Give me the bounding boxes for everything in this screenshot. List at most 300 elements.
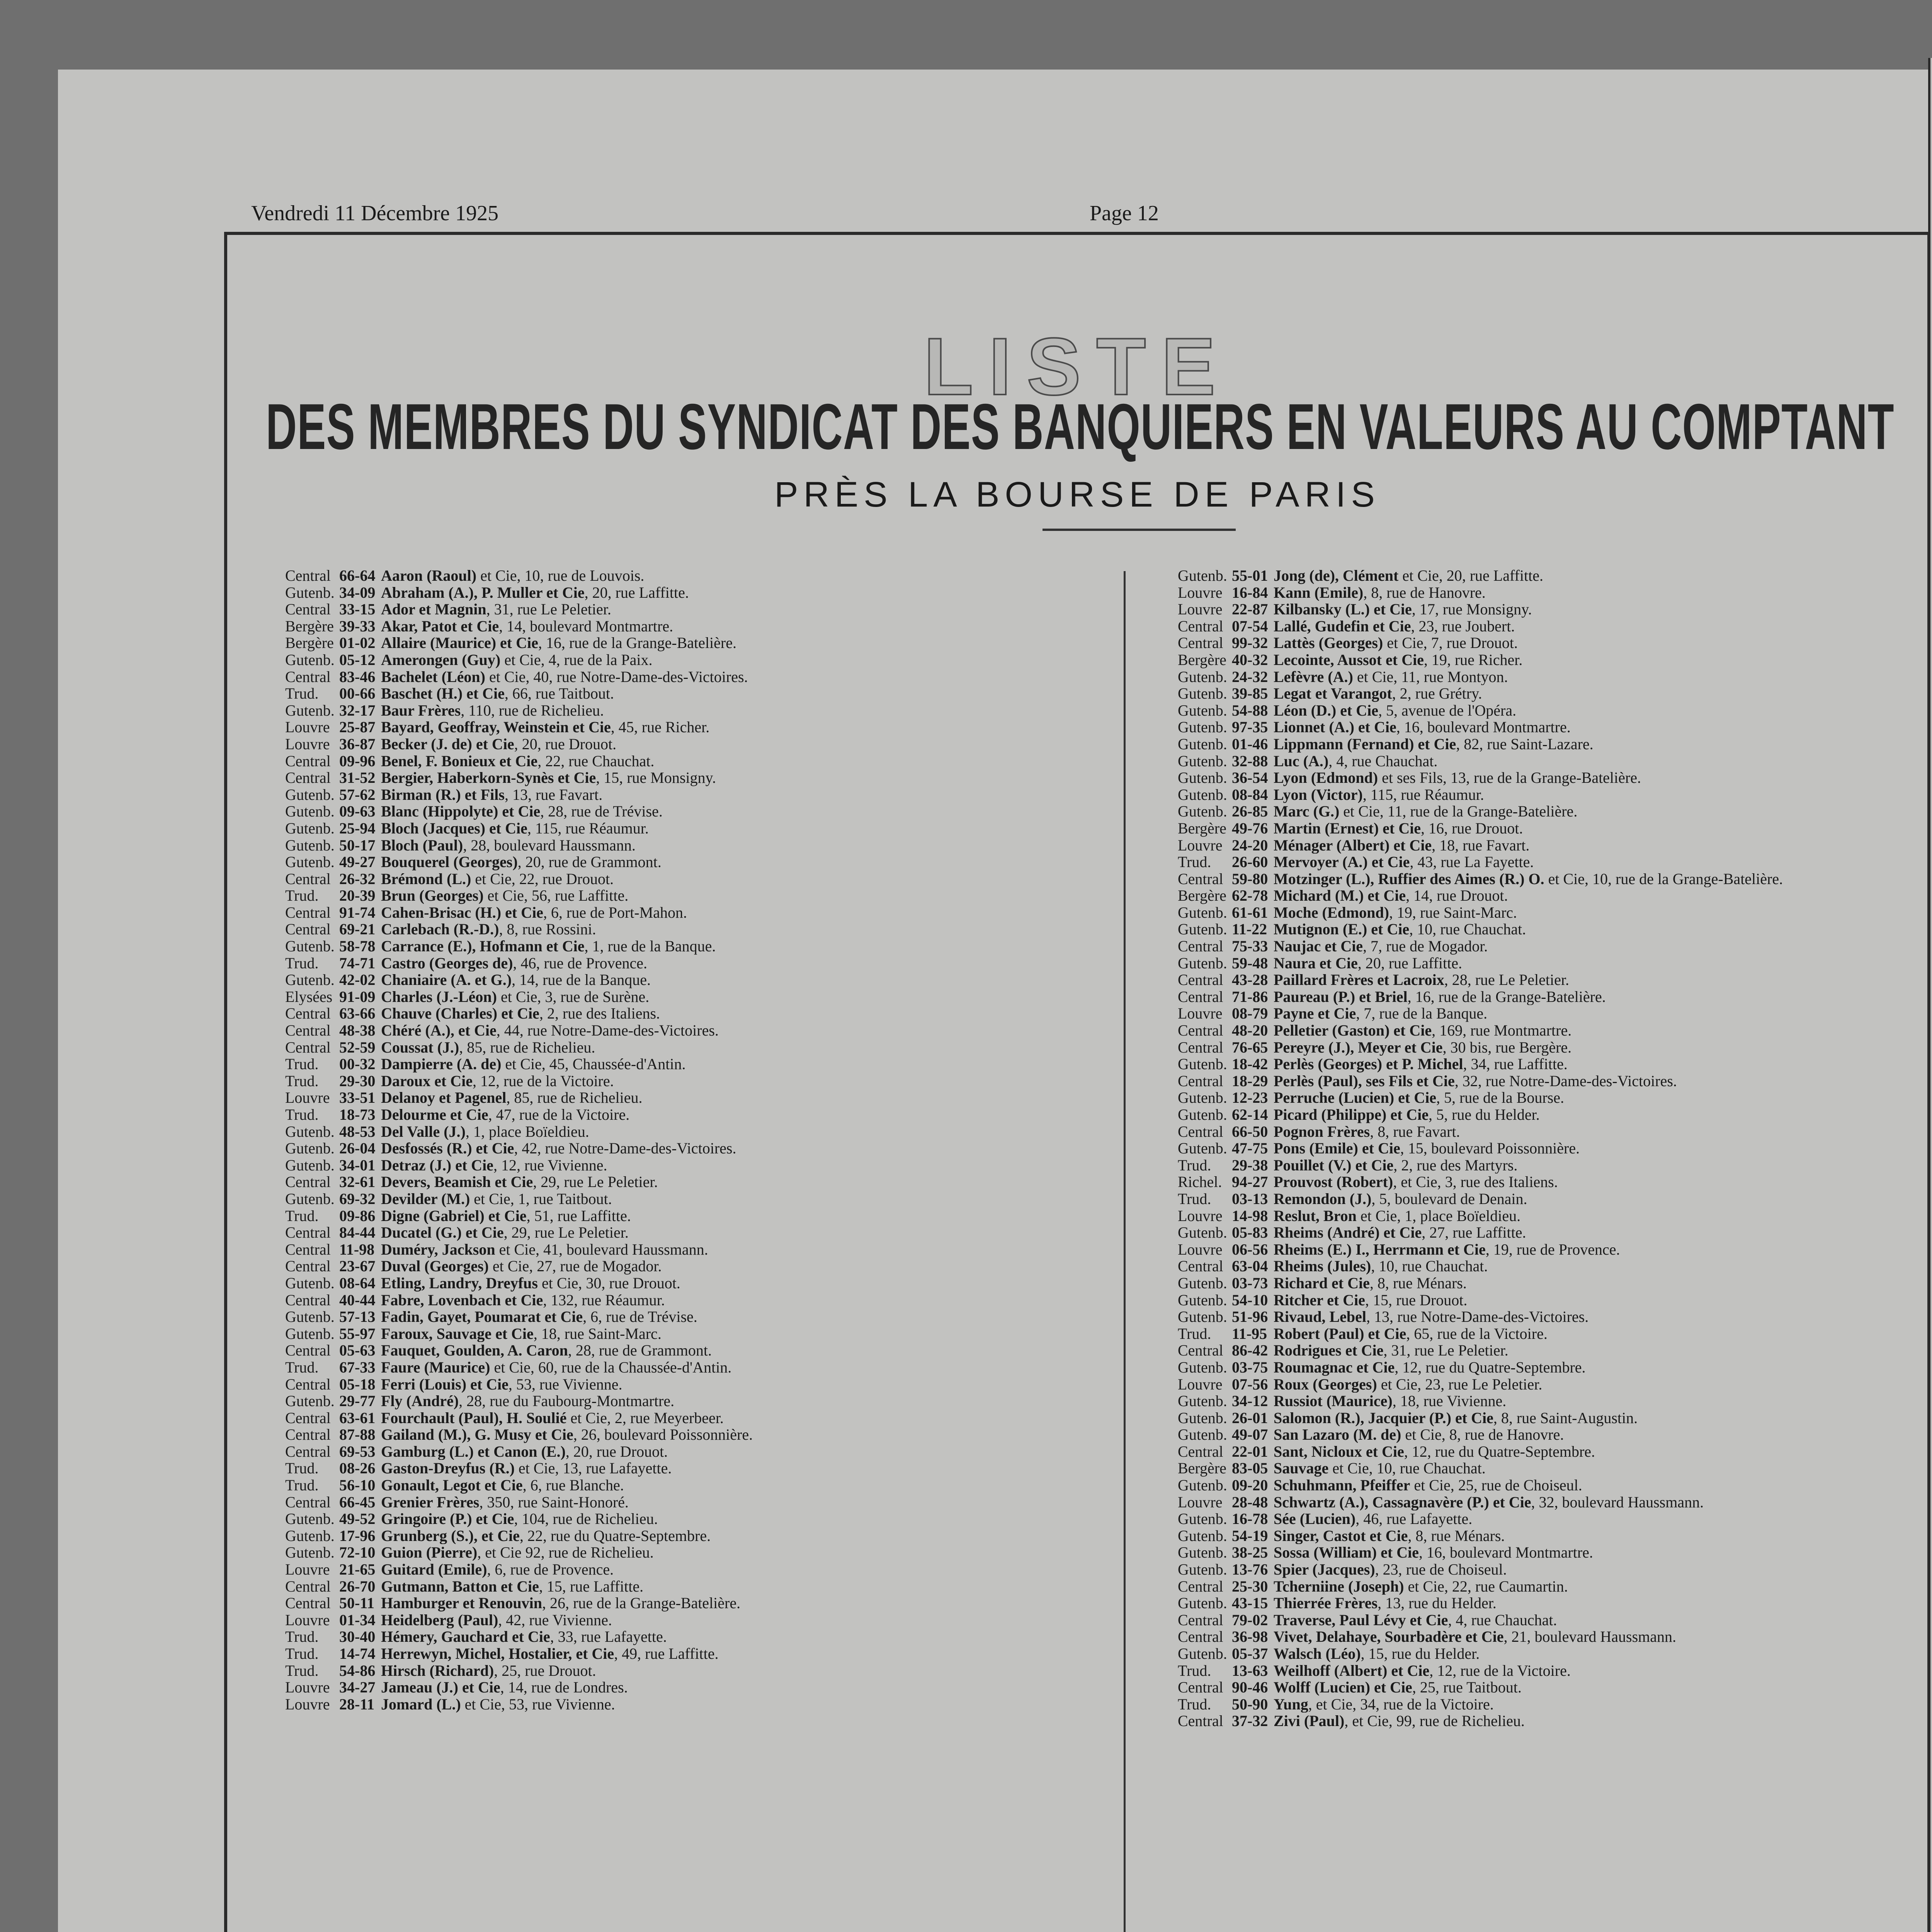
member-name: Marc (G.) (1274, 803, 1340, 820)
telephone-number: 26-60 (1232, 854, 1268, 871)
member-address: , 7, rue de la Banque. (1356, 1005, 1488, 1022)
exchange: Central (285, 904, 331, 921)
member-address: , 28, boulevard Haussmann. (463, 837, 636, 854)
member-address: , 6, rue de Port-Mahon. (543, 904, 687, 921)
member-name: Cahen-Brisac (H.) et Cie (381, 904, 543, 921)
exchange: Louvre (285, 1561, 330, 1578)
exchange: Central (285, 1022, 331, 1039)
title-sub: PRÈS LA BOURSE DE PARIS (774, 475, 1380, 514)
exchange: Gutenb. (1178, 702, 1227, 719)
telephone-number: 25-94 (339, 820, 376, 837)
member-name: Fly (André) (381, 1393, 459, 1410)
telephone-number: 47-75 (1232, 1140, 1268, 1157)
member-address: , 16, rue de la Grange-Batelière. (538, 634, 736, 651)
member-address: , 28, rue de Trévise. (540, 803, 663, 820)
telephone-number: 61-61 (1232, 904, 1268, 921)
member-row (285, 1578, 1097, 1595)
exchange: Trud. (285, 1056, 319, 1073)
member-address: , 5, rue du Helder. (1429, 1106, 1540, 1123)
member-address: , 53, rue Vivienne. (508, 1376, 622, 1393)
member-name: Rheims (André) et Cie (1274, 1224, 1422, 1241)
telephone-number: 48-20 (1232, 1022, 1268, 1039)
exchange: Central (285, 1376, 331, 1393)
telephone-number: 59-80 (1232, 870, 1268, 888)
exchange: Central (1178, 1039, 1223, 1056)
member-row (1178, 567, 1932, 584)
telephone-number: 05-63 (339, 1342, 376, 1359)
member-address: , 20, rue Laffitte. (584, 584, 689, 601)
telephone-number: 01-46 (1232, 735, 1268, 753)
exchange: Gutenb. (1178, 1359, 1227, 1376)
member-address: , 13, rue du Helder. (1378, 1595, 1497, 1612)
member-address: , 19, rue de Provence. (1485, 1241, 1620, 1258)
exchange: Bergère (285, 634, 334, 651)
exchange: Gutenb. (285, 1140, 335, 1157)
telephone-number: 33-15 (339, 601, 376, 618)
telephone-number: 12-23 (1232, 1089, 1268, 1106)
member-row (1178, 618, 1932, 635)
member-name: Benel, F. Bonieux et Cie (381, 752, 538, 770)
exchange: Gutenb. (285, 1510, 335, 1527)
member-address: , 23, rue de Choiseul. (1375, 1561, 1507, 1578)
member-row (285, 854, 1097, 871)
telephone-number: 28-11 (339, 1696, 375, 1713)
exchange: Gutenb. (1178, 1510, 1227, 1527)
telephone-number: 75-33 (1232, 938, 1268, 955)
exchange: Gutenb. (285, 1156, 335, 1174)
member-address: et Cie, 40, rue Notre-Dame-des-Victoires. (485, 668, 748, 685)
member-address: et Cie, 53, rue Vivienne. (461, 1696, 615, 1713)
telephone-number: 14-74 (339, 1645, 376, 1662)
telephone-number: 63-61 (339, 1409, 376, 1427)
exchange: Central (285, 769, 331, 786)
exchange: Central (285, 1409, 331, 1427)
member-row (1178, 1208, 1932, 1225)
member-row (1178, 1005, 1932, 1022)
telephone-number: 66-50 (1232, 1123, 1268, 1140)
member-row (1178, 1258, 1932, 1275)
member-name: Duval (Georges) (381, 1258, 489, 1275)
member-name: Zivi (Paul) (1274, 1713, 1345, 1730)
telephone-number: 49-07 (1232, 1426, 1268, 1443)
member-address: et Cie, 23, rue Le Peletier. (1377, 1376, 1543, 1393)
exchange: Trud. (285, 1477, 319, 1494)
exchange: Central (285, 1173, 331, 1190)
telephone-number: 34-12 (1232, 1393, 1268, 1410)
member-row (285, 1410, 1097, 1427)
exchange: Trud. (1178, 1156, 1211, 1174)
member-row (285, 1426, 1097, 1443)
telephone-number: 32-61 (339, 1173, 376, 1190)
member-name: Spier (Jacques) (1274, 1561, 1375, 1578)
exchange: Gutenb. (1178, 769, 1227, 786)
member-name: Sossa (William) et Cie (1274, 1544, 1419, 1561)
member-address: , 1, rue de la Banque. (584, 938, 716, 955)
telephone-number: 90-46 (1232, 1679, 1268, 1696)
exchange: Central (285, 1039, 331, 1056)
member-row (1178, 1308, 1932, 1325)
exchange: Trud. (285, 1072, 319, 1090)
member-row (285, 1376, 1097, 1393)
member-name: Guitard (Emile) (381, 1561, 487, 1578)
member-address: , 2, rue des Italiens. (539, 1005, 660, 1022)
member-address: , 8, rue Rossini. (499, 921, 596, 938)
member-name: Gonault, Legot et Cie (381, 1477, 523, 1494)
member-address: , 42, rue Notre-Dame-des-Victoires. (514, 1140, 736, 1157)
telephone-number: 30-40 (339, 1628, 376, 1645)
telephone-number: 09-20 (1232, 1477, 1268, 1494)
member-address: , 44, rue Notre-Dame-des-Victoires. (496, 1022, 719, 1039)
member-address: et Cie, 25, rue de Choiseul. (1410, 1477, 1582, 1494)
member-row (1178, 1123, 1932, 1140)
member-name: Charles (J.-Léon) (381, 988, 497, 1005)
member-address: , 2, rue des Martyrs. (1393, 1156, 1518, 1174)
member-name: Sée (Lucien) (1274, 1510, 1356, 1527)
telephone-number: 40-32 (1232, 651, 1268, 668)
member-name: Blanc (Hippolyte) et Cie (381, 803, 541, 820)
exchange: Central (285, 1342, 331, 1359)
member-row (285, 1173, 1097, 1190)
member-name: Akar, Patot et Cie (381, 617, 499, 635)
telephone-number: 32-17 (339, 702, 376, 719)
telephone-number: 09-86 (339, 1207, 376, 1225)
member-row (285, 1073, 1097, 1090)
exchange: Louvre (285, 719, 330, 736)
member-address: et Cie, 20, rue Laffitte. (1398, 567, 1543, 584)
telephone-number: 33-51 (339, 1089, 376, 1106)
member-address: , 42, rue Vivienne. (498, 1611, 612, 1629)
exchange: Gutenb. (1178, 567, 1227, 584)
telephone-number: 11-98 (339, 1241, 375, 1258)
member-name: Brun (Georges) (381, 887, 484, 904)
member-row (285, 1460, 1097, 1477)
telephone-number: 34-27 (339, 1679, 376, 1696)
member-name: Legat et Varangot (1274, 685, 1392, 702)
member-row (1178, 1056, 1932, 1073)
exchange: Gutenb. (1178, 786, 1227, 803)
member-name: Becker (J. de) et Cie (381, 735, 514, 753)
exchange: Gutenb. (285, 1123, 335, 1140)
member-address: , 12, rue Vivienne. (493, 1156, 607, 1174)
telephone-number: 06-56 (1232, 1241, 1268, 1258)
exchange: Gutenb. (1178, 1089, 1227, 1106)
telephone-number: 57-13 (339, 1308, 376, 1325)
member-name: Perruche (Lucien) et Cie (1274, 1089, 1436, 1106)
telephone-number: 91-09 (339, 988, 376, 1005)
member-address: , 65, rue de la Victoire. (1406, 1325, 1548, 1342)
member-address: et Cie, 56, rue Laffitte. (483, 887, 629, 904)
exchange: Central (1178, 1578, 1223, 1595)
member-address: et Cie, 10, rue Chauchat. (1328, 1460, 1486, 1477)
member-address: et Cie, 1, rue Taitbout. (470, 1190, 612, 1208)
member-row (1178, 1342, 1932, 1359)
member-row (285, 1123, 1097, 1140)
member-row (1178, 1275, 1932, 1292)
telephone-number: 86-42 (1232, 1342, 1268, 1359)
member-name: Devers, Beamish et Cie (381, 1173, 533, 1190)
telephone-number: 11-22 (1232, 921, 1267, 938)
exchange: Central (285, 921, 331, 938)
member-address: , 4, rue Chauchat. (1328, 752, 1438, 770)
member-name: Lecointe, Aussot et Cie (1274, 651, 1424, 668)
member-name: Perlès (Georges) et P. Michel (1274, 1056, 1463, 1073)
member-row (1178, 1376, 1932, 1393)
member-row (285, 567, 1097, 584)
member-row (1178, 1527, 1932, 1544)
exchange: Gutenb. (285, 1393, 335, 1410)
exchange: Gutenb. (285, 786, 335, 803)
exchange: Central (1178, 1258, 1223, 1275)
exchange: Central (1178, 1628, 1223, 1645)
member-address: , 12, rue du Quatre-Septembre. (1395, 1359, 1586, 1376)
member-row (285, 1208, 1097, 1225)
exchange: Louvre (1178, 1493, 1223, 1511)
telephone-number: 32-88 (1232, 752, 1268, 770)
member-address: , 14, rue Drouot. (1406, 887, 1508, 904)
member-row (285, 651, 1097, 668)
exchange: Bergère (1178, 887, 1226, 904)
header-page-number: Page 12 (1090, 201, 1159, 225)
member-address: , 18, rue Favart. (1432, 837, 1530, 854)
member-name: Lattès (Georges) (1274, 634, 1383, 651)
exchange: Central (285, 668, 331, 685)
member-row (285, 1224, 1097, 1241)
member-row (285, 1359, 1097, 1376)
exchange: Gutenb. (1178, 1308, 1227, 1325)
member-row (1178, 1696, 1932, 1713)
exchange: Gutenb. (1178, 921, 1227, 938)
member-name: Payne et Cie (1274, 1005, 1356, 1022)
exchange: Richel. (1178, 1173, 1222, 1190)
telephone-number: 07-54 (1232, 617, 1268, 635)
telephone-number: 01-02 (339, 634, 376, 651)
member-address: , 51, rue Laffitte. (526, 1207, 631, 1225)
member-name: Naujac et Cie (1274, 938, 1363, 955)
telephone-number: 55-97 (339, 1325, 376, 1342)
exchange: Gutenb. (1178, 1291, 1227, 1309)
member-row (1178, 1477, 1932, 1494)
member-row (285, 1595, 1097, 1612)
exchange: Bergère (1178, 1460, 1226, 1477)
member-address: , 15, boulevard Poissonnière. (1400, 1140, 1580, 1157)
exchange: Gutenb. (1178, 1426, 1227, 1443)
member-address: , 6, rue de Trévise. (583, 1308, 697, 1325)
exchange: Central (1178, 870, 1223, 888)
exchange: Gutenb. (285, 938, 335, 955)
member-address: , et Cie, 3, rue des Italiens. (1393, 1173, 1558, 1190)
member-row (1178, 988, 1932, 1005)
member-name: Fourchault (Paul), H. Soulié (381, 1409, 567, 1427)
telephone-number: 26-01 (1232, 1409, 1268, 1427)
exchange: Central (285, 1578, 331, 1595)
telephone-number: 09-63 (339, 803, 376, 820)
exchange: Louvre (285, 1679, 330, 1696)
member-name: Ducatel (G.) et Cie (381, 1224, 504, 1241)
member-address: , 13, rue Notre-Dame-des-Victoires. (1366, 1308, 1589, 1325)
telephone-number: 91-74 (339, 904, 376, 921)
member-name: Ador et Magnin (381, 601, 486, 618)
member-address: et Cie, 11, rue Montyon. (1353, 668, 1508, 685)
telephone-number: 18-29 (1232, 1072, 1268, 1090)
member-address: , 20, rue Drouot. (565, 1443, 668, 1460)
telephone-number: 01-34 (339, 1611, 376, 1629)
member-row (1178, 601, 1932, 618)
member-row (285, 1679, 1097, 1696)
telephone-number: 24-32 (1232, 668, 1268, 685)
member-row (285, 618, 1097, 635)
exchange: Trud. (285, 954, 319, 972)
member-address: et Cie, 4, rue de la Paix. (500, 651, 653, 668)
member-row (1178, 1713, 1932, 1730)
member-row (1178, 769, 1932, 786)
member-row (1178, 1595, 1932, 1612)
member-row (1178, 1224, 1932, 1241)
member-address: , 115, rue Réaumur. (1362, 786, 1484, 803)
exchange: Gutenb. (1178, 803, 1227, 820)
member-row (1178, 803, 1932, 820)
telephone-number: 43-15 (1232, 1595, 1268, 1612)
member-address: , 25, rue Drouot. (494, 1662, 596, 1679)
member-row (1178, 1359, 1932, 1376)
telephone-number: 56-10 (339, 1477, 376, 1494)
exchange: Central (285, 1241, 331, 1258)
exchange: Central (285, 1443, 331, 1460)
member-name: Gutmann, Batton et Cie (381, 1578, 539, 1595)
exchange: Louvre (285, 1696, 330, 1713)
member-name: Lyon (Victor) (1274, 786, 1363, 803)
member-name: Schuhmann, Pfeiffer (1274, 1477, 1410, 1494)
member-address: , 20, rue Drouot. (514, 735, 617, 753)
member-row (1178, 685, 1932, 702)
exchange: Louvre (1178, 601, 1223, 618)
telephone-number: 39-85 (1232, 685, 1268, 702)
member-name: Dampierre (A. de) (381, 1056, 502, 1073)
telephone-number: 49-52 (339, 1510, 376, 1527)
telephone-number: 26-70 (339, 1578, 376, 1595)
exchange: Louvre (285, 1611, 330, 1629)
member-name: Jomard (L.) (381, 1696, 461, 1713)
member-address: , 19, rue Richer. (1423, 651, 1523, 668)
exchange: Louvre (285, 735, 330, 753)
member-address: , 20, rue de Grammont. (517, 854, 662, 871)
exchange: Louvre (1178, 1241, 1223, 1258)
member-row (1178, 1393, 1932, 1410)
member-name: Faure (Maurice) (381, 1359, 490, 1376)
member-address: , 17, rue Monsigny. (1412, 601, 1532, 618)
telephone-number: 05-37 (1232, 1645, 1268, 1662)
member-address: , 45, rue Richer. (611, 719, 710, 736)
telephone-number: 62-14 (1232, 1106, 1268, 1123)
member-address: , 16, rue de la Grange-Batelière. (1407, 988, 1606, 1005)
exchange: Central (1178, 1072, 1223, 1090)
member-row (1178, 786, 1932, 803)
telephone-number: 36-54 (1232, 769, 1268, 786)
telephone-number: 66-64 (339, 567, 376, 584)
telephone-number: 22-87 (1232, 601, 1268, 618)
member-name: Mervoyer (A.) et Cie (1274, 854, 1410, 871)
member-row (1178, 668, 1932, 685)
exchange: Gutenb. (1178, 1561, 1227, 1578)
member-name: Prouvost (Robert) (1274, 1173, 1393, 1190)
member-address: , 12, rue de la Victoire. (473, 1072, 614, 1090)
member-address: et Cie, 2, rue Meyerbeer. (566, 1409, 724, 1427)
telephone-number: 63-04 (1232, 1258, 1268, 1275)
telephone-number: 83-46 (339, 668, 376, 685)
member-name: Hamburger et Renouvin (381, 1595, 543, 1612)
member-address: et Cie, 1, place Boïeldieu. (1356, 1207, 1521, 1225)
telephone-number: 58-78 (339, 938, 376, 955)
exchange: Central (1178, 1713, 1223, 1730)
member-row (1178, 1628, 1932, 1645)
member-address: , 115, rue Réaumur. (527, 820, 649, 837)
telephone-number: 14-98 (1232, 1207, 1268, 1225)
member-name: Vivet, Delahaye, Sourbadère et Cie (1274, 1628, 1504, 1645)
exchange: Gutenb. (285, 837, 335, 854)
member-address: , 29, rue Le Peletier. (533, 1173, 658, 1190)
member-address: , 47, rue de la Victoire. (488, 1106, 630, 1123)
member-address: , 5, rue de la Bourse. (1436, 1089, 1564, 1106)
member-name: Yung (1274, 1696, 1308, 1713)
member-name: Grenier Frères (381, 1493, 480, 1511)
exchange: Gutenb. (285, 651, 335, 668)
exchange: Gutenb. (1178, 1056, 1227, 1073)
member-row (1178, 1039, 1932, 1056)
exchange: Central (1178, 1123, 1223, 1140)
member-address: et Cie, 60, rue de la Chaussée-d'Antin. (490, 1359, 732, 1376)
telephone-number: 29-77 (339, 1393, 376, 1410)
telephone-number: 39-33 (339, 617, 376, 635)
member-name: Bloch (Paul) (381, 837, 463, 854)
member-row (285, 1612, 1097, 1629)
member-row (285, 702, 1097, 719)
member-row (285, 1662, 1097, 1679)
member-name: Lippmann (Fernand) et Cie (1274, 735, 1456, 753)
member-address: , 110, rue de Richelieu. (461, 702, 604, 719)
member-row (1178, 1662, 1932, 1679)
member-address: et Cie, 7, rue Drouot. (1383, 634, 1518, 651)
telephone-number: 36-98 (1232, 1628, 1268, 1645)
exchange: Gutenb. (285, 1308, 335, 1325)
member-name: Amerongen (Guy) (381, 651, 501, 668)
member-name: Traverse, Paul Lévy et Cie (1274, 1611, 1448, 1629)
column-divider (1124, 571, 1126, 1932)
member-address: et Cie, 27, rue de Mogador. (488, 1258, 662, 1275)
member-name: Luc (A.) (1274, 752, 1329, 770)
exchange: Gutenb. (1178, 1544, 1227, 1561)
member-row (285, 1241, 1097, 1258)
member-address: , 31, rue Le Peletier. (1383, 1342, 1509, 1359)
telephone-number: 48-38 (339, 1022, 376, 1039)
telephone-number: 54-86 (339, 1662, 376, 1679)
member-name: Russiot (Maurice) (1274, 1393, 1393, 1410)
member-row (285, 1039, 1097, 1056)
member-row (285, 584, 1097, 601)
member-address: , et Cie, 99, rue de Richelieu. (1344, 1713, 1525, 1730)
member-row (1178, 904, 1932, 921)
member-address: , 350, rue Saint-Honoré. (479, 1493, 629, 1511)
telephone-number: 76-65 (1232, 1039, 1268, 1056)
telephone-number: 26-04 (339, 1140, 376, 1157)
member-name: Gamburg (L.) et Canon (E.) (381, 1443, 566, 1460)
member-name: Baschet (H.) et Cie (381, 685, 505, 702)
member-address: , 8, rue Ménars. (1369, 1274, 1467, 1292)
member-name: Sauvage (1274, 1460, 1329, 1477)
member-address: , 30 bis, rue Bergère. (1442, 1039, 1572, 1056)
telephone-number: 25-30 (1232, 1578, 1268, 1595)
member-row (285, 1292, 1097, 1309)
member-name: Gringoire (P.) et Cie (381, 1510, 514, 1527)
member-name: Daroux et Cie (381, 1072, 473, 1090)
